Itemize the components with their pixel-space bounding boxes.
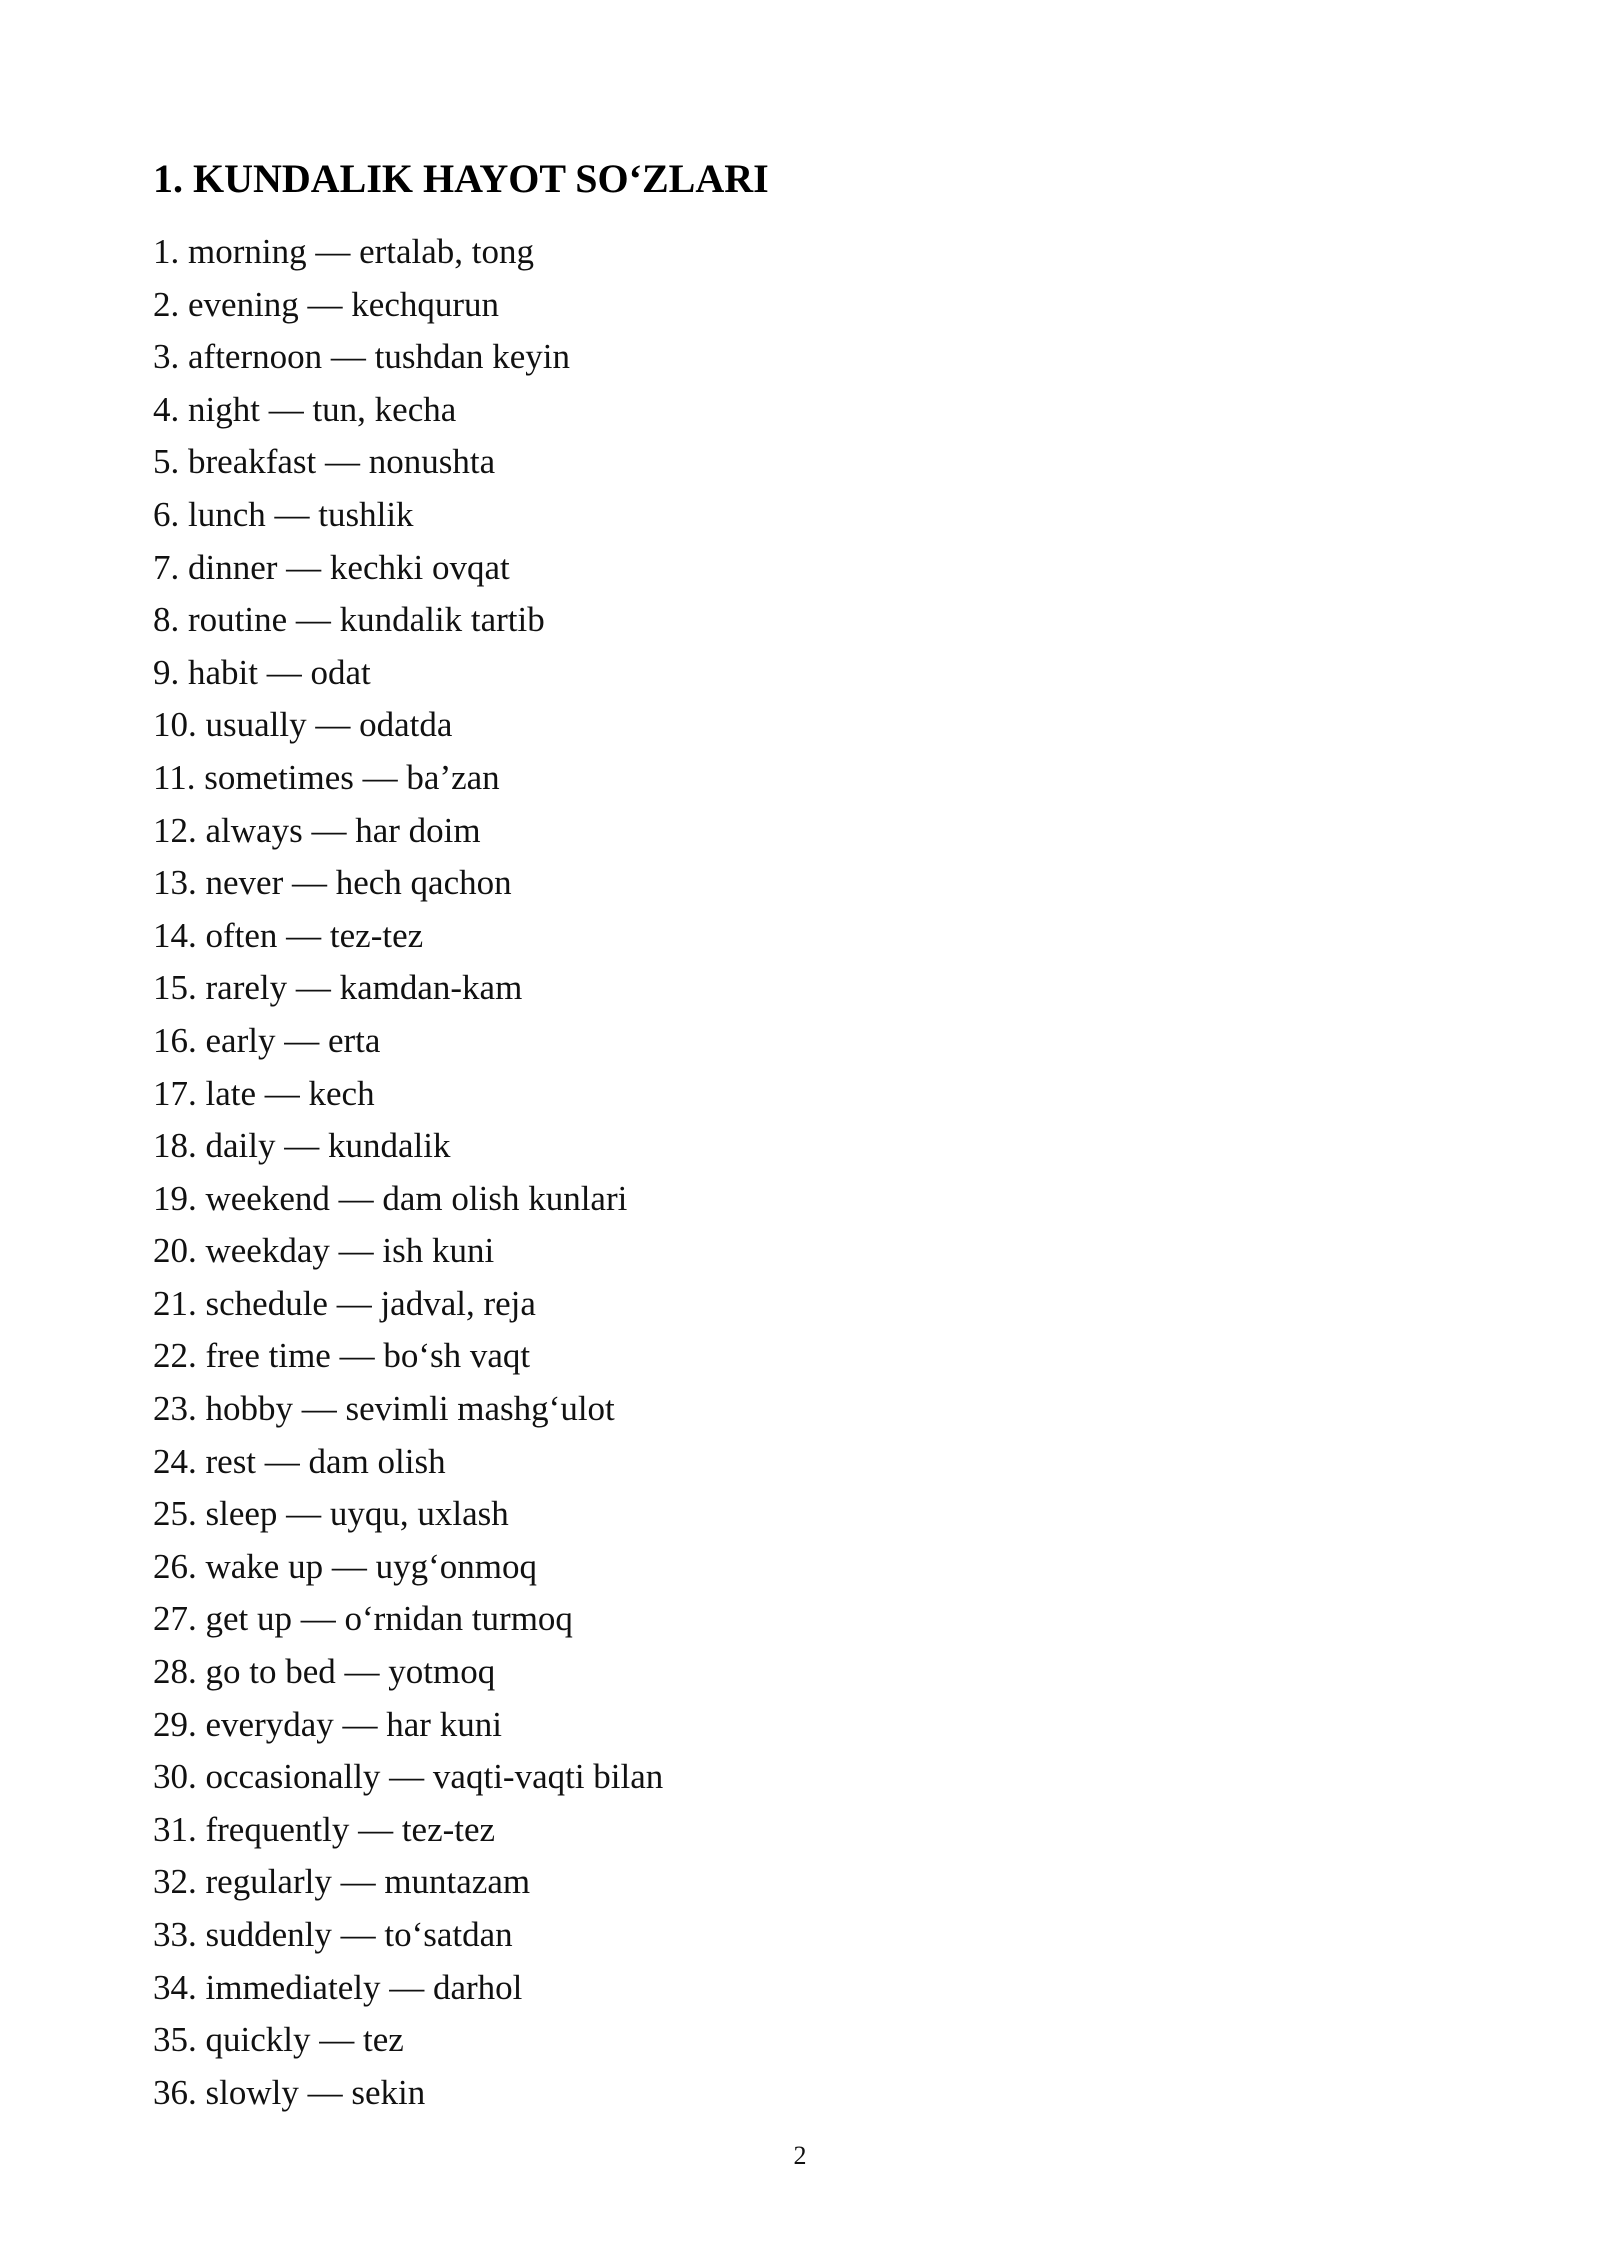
vocabulary-entry: 23. hobby — sevimli mashg‘ulot xyxy=(153,1389,615,1429)
vocabulary-entry: 25. sleep — uyqu, uxlash xyxy=(153,1494,509,1534)
vocabulary-entry: 32. regularly — muntazam xyxy=(153,1862,531,1902)
vocabulary-entry: 34. immediately — darhol xyxy=(153,1967,523,2007)
vocabulary-entry: 1. morning — ertalab, tong xyxy=(153,232,535,271)
vocabulary-entry: 2. evening — kechqurun xyxy=(153,284,500,324)
vocabulary-entry: 36. slowly — sekin xyxy=(153,2072,426,2112)
vocabulary-entry: 15. rarely — kamdan-kam xyxy=(153,968,523,1008)
vocabulary-entry: 16. early — erta xyxy=(153,1020,381,1060)
vocabulary-entry: 18. daily — kundalik xyxy=(153,1126,451,1166)
vocabulary-entry: 7. dinner — kechki ovqat xyxy=(153,547,510,587)
vocabulary-entry: 22. free time — bo‘sh vaqt xyxy=(153,1336,531,1376)
vocabulary-entry: 13. never — hech qachon xyxy=(153,863,512,903)
vocabulary-entry: 3. afternoon — tushdan keyin xyxy=(153,337,570,377)
vocabulary-entry: 27. get up — o‘rnidan turmoq xyxy=(153,1599,573,1639)
vocabulary-entry: 10. usually — odatda xyxy=(153,705,453,745)
vocabulary-entry: 5. breakfast — nonushta xyxy=(153,442,496,482)
vocabulary-entry: 8. routine — kundalik tartib xyxy=(153,600,545,640)
vocabulary-entry: 24. rest — dam olish xyxy=(153,1441,446,1481)
vocabulary-entry: 12. always — har doim xyxy=(153,810,481,850)
vocabulary-entry: 28. go to bed — yotmoq xyxy=(153,1652,496,1692)
vocabulary-entry: 6. lunch — tushlik xyxy=(153,494,414,534)
page-content xyxy=(153,150,1453,2119)
vocabulary-entry: 11. sometimes — ba’zan xyxy=(153,757,500,797)
vocabulary-entry: 26. wake up — uyg‘onmoq xyxy=(153,1546,537,1586)
vocabulary-entry: 20. weekday — ish kuni xyxy=(153,1231,495,1271)
vocabulary-entry: 19. weekend — dam olish kunlari xyxy=(153,1178,628,1218)
vocabulary-entry: 17. late — kech xyxy=(153,1073,375,1113)
vocabulary-entry: 31. frequently — tez-tez xyxy=(153,1809,496,1849)
vocabulary-entry: 35. quickly — tez xyxy=(153,2020,404,2060)
vocabulary-entry: 9. habit — odat xyxy=(153,652,371,692)
section-title: 1. KUNDALIK HAYOT SO‘ZLARI xyxy=(153,156,769,201)
vocabulary-entry: 33. suddenly — to‘satdan xyxy=(153,1915,513,1954)
vocabulary-entry: 14. often — tez-tez xyxy=(153,915,424,955)
vocabulary-entry: 4. night — tun, kecha xyxy=(153,389,457,429)
vocabulary-list xyxy=(153,226,1453,2119)
vocabulary-entry: 30. occasionally — vaqti-vaqti bilan xyxy=(153,1757,664,1797)
vocabulary-entry: 29. everyday — har kuni xyxy=(153,1704,502,1744)
page-number: 2 xyxy=(793,2141,807,2170)
vocabulary-entry: 21. schedule — jadval, reja xyxy=(153,1283,536,1323)
